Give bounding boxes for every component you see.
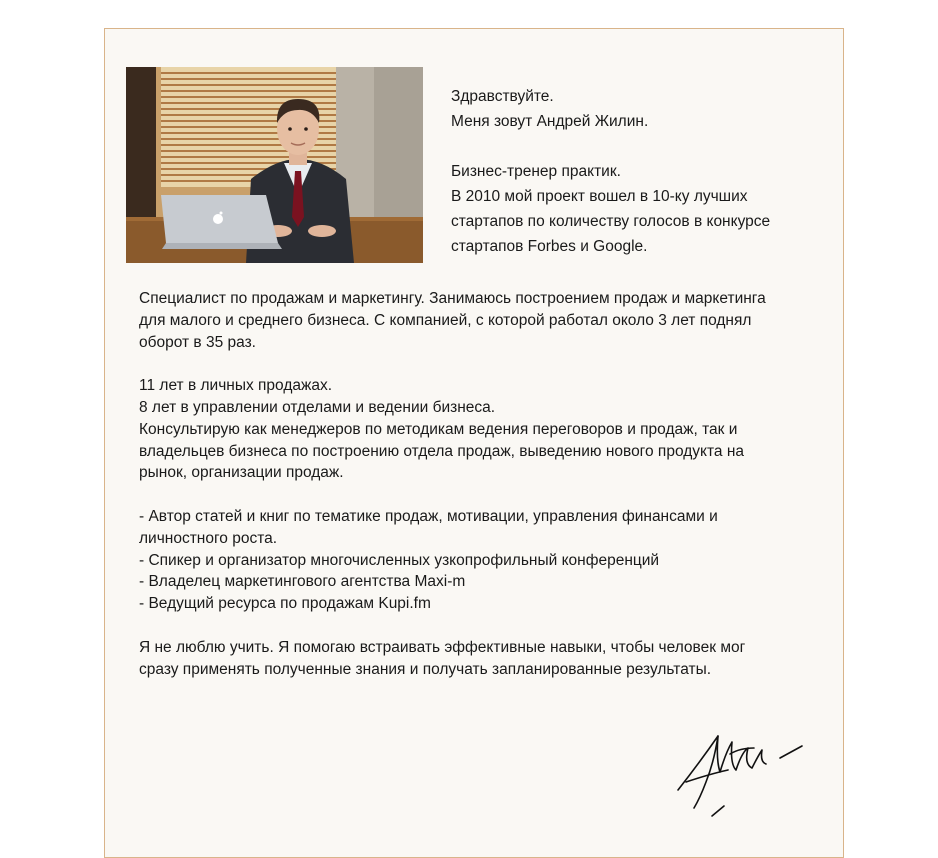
list-item: - Спикер и организатор многочисленных узкопрофильный конференций xyxy=(139,551,660,569)
text-line: 8 лет в управлении отделами и ведении бизнеса. xyxy=(139,398,496,416)
paragraph-philosophy xyxy=(139,637,829,681)
text-line: владельцев бизнеса по построению отдела продаж, выведению нового продукта на xyxy=(139,442,744,460)
list-item: - Владелец маркетингового агентства Maxi-m xyxy=(139,573,466,591)
portrait-photo xyxy=(126,67,423,263)
letter-card xyxy=(104,28,844,858)
role-line: Бизнес-тренер практик. xyxy=(451,163,621,180)
text-line: оборот в 35 раз. xyxy=(139,333,256,351)
intro-block xyxy=(451,84,831,259)
text-line: Специалист по продажам и маркетингу. Занимаюсь построением продаж и маркетинга xyxy=(139,290,766,307)
text-line: рынок, организации продаж. xyxy=(139,464,344,482)
signature-icon xyxy=(670,712,810,822)
greeting: Здравствуйте. xyxy=(451,88,554,105)
list-item: - Ведущий ресурса по продажам Kupi.fm xyxy=(139,595,431,613)
text-line: 11 лет в личных продажах. xyxy=(139,377,333,395)
list-item: - Автор статей и книг по тематике продаж, мотивации, управления финансами и xyxy=(139,507,718,525)
text-line: для малого и среднего бизнеса. С компанией, с которой работал около 3 лет поднял xyxy=(139,311,752,329)
paragraph-experience xyxy=(139,375,829,484)
text-line: Консультирую как менеджеров по методикам ведения переговоров и продаж, так и xyxy=(139,420,738,438)
achievement-line-1: В 2010 мой проект вошел в 10-ку лучших xyxy=(451,188,748,205)
bio-body xyxy=(139,288,829,702)
name-line: Меня зовут Андрей Жилин. xyxy=(451,113,649,130)
achievement-line-2: стартапов по количеству голосов в конкурсе xyxy=(451,213,771,230)
text-line: Я не люблю учить. Я помогаю встраивать эффективные навыки, чтобы человек мог xyxy=(139,638,746,656)
list-item: личностного роста. xyxy=(139,529,278,547)
achievements-list xyxy=(139,506,829,615)
paragraph-specialist xyxy=(139,288,829,353)
text-line: сразу применять полученные знания и получать запланированные результаты. xyxy=(139,660,712,678)
achievement-line-3: стартапов Forbes и Google. xyxy=(451,238,648,255)
